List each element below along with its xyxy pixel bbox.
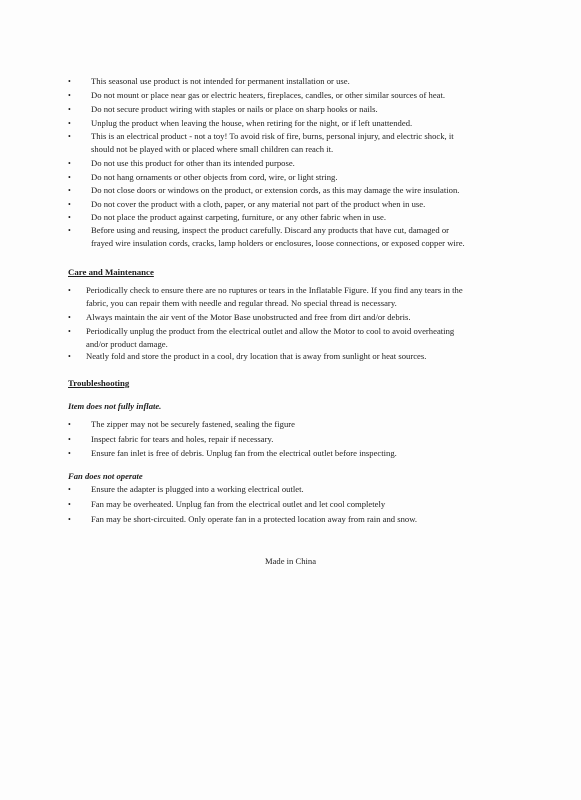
warning-item-continued: should not be played with or placed where small children can reach it. — [91, 144, 334, 154]
bullet: • — [68, 159, 71, 168]
troubleshoot-item: Fan may be short-circuited. Only operate fan in a protected location away from rain and snow. — [91, 514, 418, 524]
warning-item: Do not close doors or windows on the product, or extension cords, as this may damage the wire insulation. — [91, 185, 460, 195]
bullet: • — [68, 226, 71, 235]
warning-item: This seasonal use product is not intended for permanent installation or use. — [91, 76, 350, 86]
bullet: • — [68, 327, 71, 336]
troubleshooting-heading: Troubleshooting — [68, 378, 130, 388]
troubleshoot-item: Inspect fabric for tears and holes, repair if necessary. — [91, 434, 274, 444]
bullet: • — [68, 435, 71, 444]
bullet: • — [68, 186, 71, 195]
subheading-not-inflate: Item does not fully inflate. — [68, 401, 162, 411]
made-in-footer: Made in China — [264, 556, 317, 566]
bullet: • — [68, 119, 71, 128]
warning-item: Do not use this product for other than its intended purpose. — [91, 158, 295, 168]
troubleshoot-item: Ensure fan inlet is free of debris. Unplug fan from the electrical outlet before inspecting. — [91, 448, 397, 458]
bullet: • — [68, 500, 71, 509]
care-item-continued: and/or product damage. — [86, 339, 168, 349]
warning-item: Do not mount or place near gas or electric heaters, fireplaces, candles, or other similar sources of heat. — [91, 90, 446, 100]
bullet: • — [68, 352, 71, 361]
warning-item: Do not place the product against carpeting, furniture, or any other fabric when in use. — [91, 212, 387, 222]
bullet: • — [68, 485, 71, 494]
bullet: • — [68, 105, 71, 114]
bullet: • — [68, 515, 71, 524]
bullet: • — [68, 91, 71, 100]
bullet: • — [68, 200, 71, 209]
troubleshoot-item: Fan may be overheated. Unplug fan from the electrical outlet and let cool completely — [91, 499, 386, 509]
care-item: Periodically unplug the product from the electrical outlet and allow the Motor to cool to avoid overheating — [86, 326, 455, 336]
subheading-fan-not-operate: Fan does not operate — [68, 471, 143, 481]
bullet: • — [68, 449, 71, 458]
warning-item: Do not hang ornaments or other objects from cord, wire, or light string. — [91, 172, 338, 182]
warning-item: Do not cover the product with a cloth, paper, or any material not part of the product when in use. — [91, 199, 426, 209]
bullet: • — [68, 420, 71, 429]
bullet: • — [68, 313, 71, 322]
bullet: • — [68, 132, 71, 141]
bullet: • — [68, 77, 71, 86]
care-item: Neatly fold and store the product in a cool, dry location that is away from sunlight or heat sources. — [86, 351, 427, 361]
warning-item: Do not secure product wiring with staples or nails or place on sharp hooks or nails. — [91, 104, 378, 114]
warning-item: This is an electrical product - not a toy! To avoid risk of fire, burns, personal injury, and electric shock, it — [91, 131, 454, 141]
troubleshoot-item: The zipper may not be securely fastened, sealing the figure — [91, 419, 296, 429]
warning-item: Before using and reusing, inspect the product carefully. Discard any products that have cut, damaged or — [91, 225, 450, 235]
care-heading: Care and Maintenance — [68, 267, 154, 277]
bullet: • — [68, 213, 71, 222]
care-item-continued: fabric, you can repair them with needle and regular thread. No special thread is necessary. — [86, 298, 397, 308]
troubleshoot-item: Ensure the adapter is plugged into a working electrical outlet. — [91, 484, 304, 494]
care-item: Periodically check to ensure there are no ruptures or tears in the Inflatable Figure. If you find any tears in the — [86, 285, 463, 295]
warning-item-continued: frayed wire insulation cords, cracks, lamp holders or enclosures, loose connections, or exposed copper wire. — [91, 238, 465, 248]
warning-item: Unplug the product when leaving the house, when retiring for the night, or if left unattended. — [91, 118, 413, 128]
bullet: • — [68, 173, 71, 182]
bullet: • — [68, 286, 71, 295]
care-item: Always maintain the air vent of the Motor Base unobstructed and free from dirt and/or debris. — [86, 312, 411, 322]
